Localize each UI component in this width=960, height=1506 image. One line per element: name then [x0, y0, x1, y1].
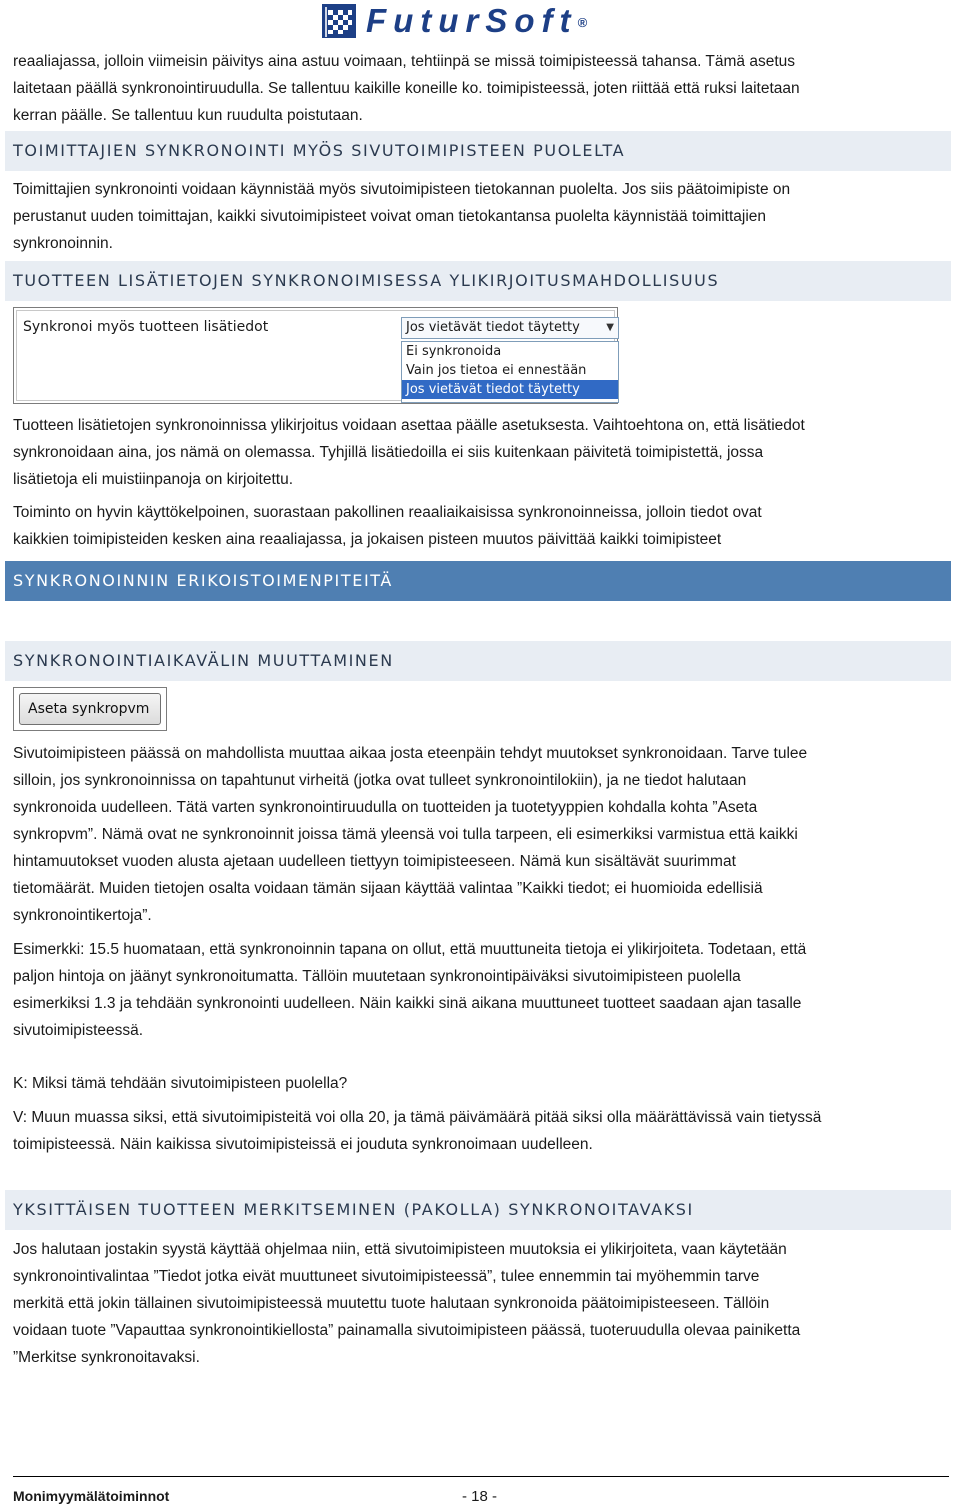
dropdown-value: Jos vietävät tiedot täytetty	[406, 320, 580, 335]
text-line: Sivutoimipisteen päässä on mahdollista muuttaa aikaa josta eteenpäin tehdyt muutokset synkronoidaan. Tarve tulee	[13, 745, 808, 762]
text-line: Tuotteen lisätietojen synkronoinnissa ylikirjoitus voidaan asettaa päälle asetuksesta. Vaihtoehtona on, että lisätiedot	[13, 417, 805, 434]
registered-mark: ®	[577, 15, 588, 30]
section-heading: SYNKRONOINTIAIKAVÄLIN MUUTTAMINEN	[5, 641, 951, 681]
section-heading: TOIMITTAJIEN SYNKRONOINTI MYÖS SIVUTOIMIPISTEEN PUOLELTA	[5, 131, 951, 171]
footer-section-title: Monimyymälätoiminnot	[13, 1488, 170, 1504]
dropdown-option-selected[interactable]: Jos vietävät tiedot täytetty	[402, 380, 618, 399]
answer-paragraph	[13, 1104, 949, 1158]
section-heading: TUOTTEEN LISÄTIETOJEN SYNKRONOIMISESSA YLIKIRJOITUSMAHDOLLISUUS	[5, 261, 951, 301]
text-line: ”Merkitse synkronoitavaksi.	[13, 1349, 200, 1366]
text-line: paljon hintoja on jäänyt synkronoitumatta. Tällöin muutetaan synkronointipäiväksi sivutoimipisteen puolella	[13, 968, 741, 985]
text-line: lisätietoja eli muistiinpanoja on kirjoitettu.	[13, 471, 294, 488]
text-line: tietomäärät. Muiden tietojen osalta voidaan tämän sijaan käyttää valintaa ”Kaikki tiedot; ei huomioida edellisiä	[13, 880, 763, 897]
text-line: Toiminto on hyvin käyttökelpoinen, suorastaan pakollinen reaaliaikaisissa synkronoinneissa, jolloin tiedot ovat	[13, 504, 762, 521]
section2-paragraph-2	[13, 499, 949, 553]
section4-paragraph-2	[13, 936, 949, 1044]
text-line: Toimittajien synkronointi voidaan käynnistää myös sivutoimipisteen tietokannan puolelta. Jos siis päätoimipiste on	[13, 181, 791, 198]
main-content	[13, 48, 949, 1371]
text-line: kerran päälle. Se tallentuu kun ruudulta poistutaan.	[13, 107, 363, 124]
dropdown-option[interactable]: Ei synkronoida	[406, 344, 502, 359]
text-line: esimerkiksi 1.3 ja tehdään synkronointi uudelleen. Näin kaikki sinä aikana muuttuneet tuotteet saadaan ajan tasalle	[13, 995, 802, 1012]
question-paragraph	[13, 1070, 949, 1097]
futursoft-logo	[322, 2, 587, 40]
text-line: synkronoida uudelleen. Tätä varten synkronointiruudulla on tuotteiden ja tuotetyyppien kohdalla kohta ”Aseta	[13, 799, 758, 816]
text-line: kaikkien toimipisteiden kesken aina reaaliajassa, ja jokaisen pisteen muutos päivittää kaikki toimipisteet	[13, 531, 722, 548]
text-line: Jos halutaan jostakin syystä käyttää ohjelmaa niin, että sivutoimipisteen muutoksia ei ylikirjoiteta, vaan käytetään	[13, 1241, 787, 1258]
sync-mode-dropdown[interactable]	[401, 317, 619, 339]
text-line: sivutoimipisteessä.	[13, 1022, 144, 1039]
text-line: voidaan tuote ”Vapauttaa synkronointikiellosta” painamalla sivutoimipisteen päässä, tuoteruudulla olevaa painiketta	[13, 1322, 801, 1339]
section5-paragraph	[13, 1236, 949, 1371]
chapter-heading: SYNKRONOINNIN ERIKOISTOIMENPITEITÄ	[5, 561, 951, 601]
set-sync-date-screenshot	[13, 687, 167, 731]
text-line: synkropvm”. Nämä ovat ne synkronoinnit joissa tämä yleensä voi tulla tarpeen, eli esimerkiksi varmistua että kaikki	[13, 826, 798, 843]
text-line: silloin, jos synkronoinnissa on tapahtunut virheitä (jotka ovat tulleet synkronointilokiin), ja ne tiedot halutaan	[13, 772, 747, 789]
text-line: synkronointikertoja”.	[13, 907, 152, 924]
logo-text: FuturSoft®	[366, 2, 588, 39]
text-line: toimipisteessä. Näin kaikissa sivutoimipisteissä ei jouduta synkronoimaan uudelleen.	[13, 1136, 593, 1153]
text-line: synkronoidaan aina, jos nämä on olemassa. Tyhjillä lisätiedoilla ei siis kuitenkaan päivitetä toimipistettä, jossa	[13, 444, 764, 461]
footer-divider	[13, 1476, 949, 1477]
page-number: - 18 -	[462, 1488, 498, 1505]
text-line: merkitä että jokin tällainen sivutoimipisteessä muutettu tuote halutaan synkronoida päätoimipisteeseen. Tällöin	[13, 1295, 770, 1312]
sync-extra-info-label: Synkronoi myös tuotteen lisätiedot	[23, 319, 269, 335]
text-line: synkronoinnin.	[13, 235, 113, 252]
section1-paragraph	[13, 176, 949, 257]
text-line: synkronointivalintaa ”Tiedot jotka eivät muuttuneet sivutoimipisteessä”, tulee ennemmin tai myöhemmin tarve	[13, 1268, 760, 1285]
text-line: K: Miksi tämä tehdään sivutoimipisteen puolella?	[13, 1075, 348, 1092]
text-line: perustanut uuden toimittajan, kaikki sivutoimipisteet voivat oman tietokantansa puolelta käynnistää toimittajien	[13, 208, 767, 225]
dropdown-arrow-icon[interactable]: ▼	[606, 322, 614, 333]
intro-paragraph	[13, 48, 949, 129]
checkered-flag-icon	[322, 4, 356, 38]
section-heading: YKSITTÄISEN TUOTTEEN MERKITSEMINEN (PAKOLLA) SYNKRONOITAVAKSI	[5, 1190, 951, 1230]
dropdown-options-list	[401, 341, 619, 403]
text-line: laitetaan päällä synkronointiruudulla. Se tallentuu kaikille koneille ko. toimipisteessä, joten riittää että ruksi laitetaan	[13, 80, 800, 97]
dropdown-option[interactable]: Vain jos tietoa ei ennestään	[406, 363, 587, 378]
text-line: reaaliajassa, jolloin viimeisin päivitys aina astuu voimaan, tehtiinpä se missä toimipisteessä tahansa. Tämä asetus	[13, 53, 795, 70]
text-line: V: Muun muassa siksi, että sivutoimipisteitä voi olla 20, ja tämä päivämäärä pitää siksi olla määrättävissä vain tietyssä	[13, 1109, 822, 1126]
text-line: hintamuutokset vuoden alusta ajetaan uudelleen tiettyyn toimipisteeseen. Nämä kun sisältävät suurimmat	[13, 853, 736, 870]
text-line: Esimerkki: 15.5 huomataan, että synkronoinnin tapana on ollut, että muuttuneita tietoja ei ylikirjoiteta. Todetaan, että	[13, 941, 807, 958]
set-sync-date-button[interactable]: Aseta synkropvm	[19, 693, 161, 725]
section4-paragraph-1	[13, 740, 949, 929]
section2-paragraph-1	[13, 412, 949, 493]
settings-panel	[16, 310, 615, 401]
sync-settings-screenshot	[13, 307, 618, 404]
